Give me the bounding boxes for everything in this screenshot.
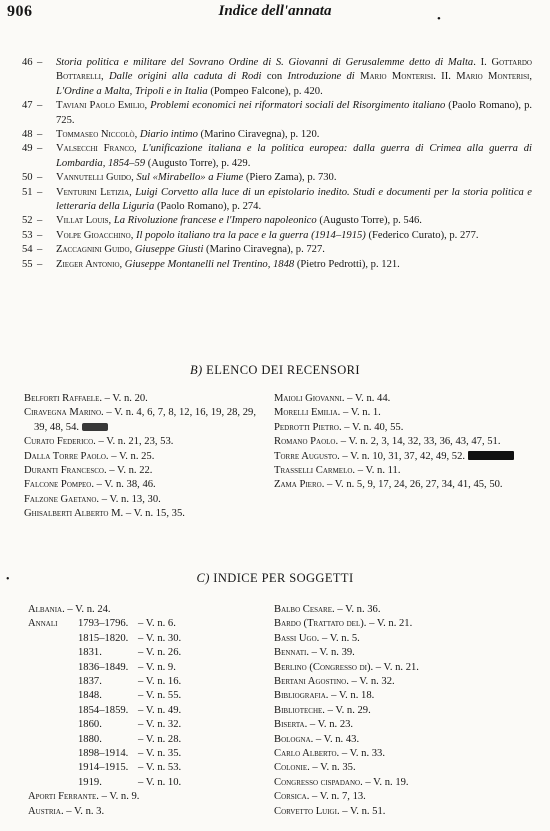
subject-subitem <box>28 704 258 718</box>
author-name: Volpe Gioacchino <box>56 229 131 241</box>
book-title: Luigi Corvetto alla luce di un epistolario inedito. Studi e documenti per la storia politica e letteraria della Liguria <box>56 186 532 213</box>
subject-item <box>28 617 258 631</box>
subject-name: Albania <box>28 604 63 615</box>
subject-name: Colonie <box>274 762 308 774</box>
author-name: Mario Monterisi <box>360 71 434 83</box>
subject-item <box>274 646 528 660</box>
reviewer-item <box>274 435 528 449</box>
subject-subitem <box>28 761 258 775</box>
reviewer-name: Dalla Torre Paolo <box>24 450 106 462</box>
subject-refs: . – V. n. 24. <box>62 604 111 615</box>
reviewer-refs: . – V. n. 5, 9, 17, 24, 26, 27, 34, 41, 45, 50. <box>321 479 503 491</box>
entry-text: , <box>108 215 114 227</box>
reviewer-name: Trasselli Carmelo <box>274 465 353 477</box>
author-name: Valsecchi Franco <box>56 143 135 155</box>
subject-item <box>28 790 258 804</box>
subject-item <box>274 661 528 675</box>
subject-item <box>274 718 528 732</box>
author-name: Venturini Letizia <box>56 186 130 198</box>
reviewer-refs: . – V. n. 44. <box>341 393 391 404</box>
soggetti-heading: C) INDICE PER SOGGETTI <box>196 571 354 585</box>
review-entry <box>22 128 532 142</box>
subject-refs: . – V. n. 43. <box>310 733 360 745</box>
subject-refs: . – V. n. 19. <box>360 776 409 788</box>
entry-text: , <box>529 71 533 83</box>
subject-name: Bardo (Trattato del) <box>274 618 364 630</box>
subject-refs: . – V. n. 33. <box>336 748 385 760</box>
book-title: Storia politica e militare del Sovrano Ordine di S. Giovanni di Gerusalemme detto di Malta <box>56 57 474 68</box>
subject-refs: – V. n. 28. <box>138 733 182 745</box>
subject-name: Corsica <box>274 791 307 803</box>
reviewer-name: Morelli Emilia <box>274 407 338 419</box>
subject-years: 1837. <box>78 676 102 688</box>
subject-name: Austria <box>28 805 61 817</box>
running-title: Indice dell'annata <box>218 3 332 19</box>
subject-subitem <box>28 747 258 761</box>
review-entry <box>22 214 532 228</box>
entry-text: (Federico Curato), p. 277. <box>365 229 479 241</box>
subject-refs: – V. n. 32. <box>138 719 182 731</box>
subject-item <box>274 603 528 617</box>
reviewer-refs: . – V. n. 40, 55. <box>338 421 404 433</box>
subject-years: 1831. <box>78 647 102 659</box>
entry-text: , <box>134 129 140 141</box>
book-title: Il popolo italiano tra la pace e la guerra (1914–1915) <box>136 229 366 241</box>
review-entry <box>22 56 532 99</box>
book-title: Problemi economici nei riformatori sociali del Risorgimento italiano <box>150 100 446 112</box>
reviewer-name: Duranti Francesco <box>24 465 104 477</box>
entry-number: 54 – <box>22 243 46 257</box>
reviewer-item <box>24 406 256 435</box>
redaction-mark <box>468 451 514 460</box>
reviewer-item <box>274 406 528 420</box>
book-title: L'Ordine a Malta, Tripoli e in Italia <box>56 85 208 97</box>
subject-years: 1919. <box>78 776 102 788</box>
author-name: Zaccagnini Guido <box>56 244 130 256</box>
subject-years: 1793–1796. <box>78 618 129 630</box>
recensori-right-column <box>274 392 528 493</box>
subject-refs: . – V. n. 51. <box>336 805 386 817</box>
entry-number: 53 – <box>22 229 46 243</box>
entry-text: (Marino Ciravegna), p. 120. <box>197 129 320 141</box>
subject-refs: – V. n. 49. <box>138 704 182 716</box>
entry-number: 46 – <box>22 56 46 70</box>
subject-refs: . – V. n. 21. <box>370 661 419 673</box>
running-header <box>0 0 550 26</box>
reviewer-item <box>274 478 528 492</box>
subject-name: Aporti Ferrante <box>28 791 97 803</box>
subject-years: 1854–1859. <box>78 704 129 716</box>
entry-text: , <box>129 186 136 198</box>
subject-item <box>274 675 528 689</box>
print-speck: • <box>437 13 441 25</box>
entry-text: , <box>134 143 143 155</box>
subject-subitem <box>28 689 258 703</box>
reviewer-refs: . – V. n. 1. <box>337 407 381 419</box>
entry-number: 51 – <box>22 186 46 200</box>
subject-refs: – V. n. 53. <box>138 762 182 774</box>
subject-subitem <box>28 646 258 660</box>
subject-subitem <box>28 718 258 732</box>
review-entry <box>22 229 532 243</box>
book-title: Introduzione di <box>287 71 361 83</box>
subject-refs: . – V. n. 35. <box>307 762 356 774</box>
entry-text: (Pompeo Falcone), p. 420. <box>207 85 323 97</box>
review-entry <box>22 186 532 215</box>
reviewer-name: Torre Augusto <box>274 450 338 462</box>
soggetti-right-column <box>274 603 528 819</box>
reviewer-refs: . – V. n. 38, 46. <box>91 479 156 491</box>
review-entry <box>22 171 532 185</box>
reviewer-name: Belforti Raffaele <box>24 393 100 404</box>
subject-refs: . – V. n. 29. <box>322 704 371 716</box>
entry-number: 47 – <box>22 99 46 113</box>
subject-item <box>274 632 528 646</box>
book-title: Sul «Mirabello» a Fiume <box>136 172 244 184</box>
subject-name: Corvetto Luigi <box>274 805 337 817</box>
subject-subitem <box>28 776 258 790</box>
soggetti-left-column <box>28 603 258 819</box>
subject-years: 1914–1915. <box>78 762 129 774</box>
subject-years: 1848. <box>78 690 102 702</box>
subject-name: Bologna <box>274 733 311 745</box>
reviewer-name: Romano Paolo <box>274 436 336 448</box>
subject-refs: – V. n. 6. <box>138 618 176 630</box>
book-title: L'unificazione italiana e la politica europea: dalla guerra di Crimea alla guerra di Lombardia, 1854–59 <box>56 143 532 169</box>
subject-item <box>28 805 258 819</box>
entry-number: 50 – <box>22 171 46 185</box>
author-name: Zieger Antonio <box>56 258 120 270</box>
author-name: Villat Louis <box>56 215 109 227</box>
reviewer-name: Falzone Gaetano <box>24 493 97 505</box>
subject-item <box>274 747 528 761</box>
subject-years: 1836–1849. <box>78 661 129 673</box>
reviewer-name: Ghisalberti Alberto M <box>24 508 121 520</box>
author-name: Vannutelli Guido <box>56 172 132 184</box>
subject-item <box>274 776 528 790</box>
reviewer-item <box>274 450 528 464</box>
subject-subitem <box>28 675 258 689</box>
subject-name: Bennati <box>274 647 307 659</box>
reviewer-refs: . – V. n. 13, 30. <box>96 493 161 505</box>
entry-text: con <box>261 71 288 83</box>
reviewer-refs: . – V. n. 2, 3, 14, 32, 33, 36, 43, 47, 51. <box>335 436 501 448</box>
recensori-left-column <box>24 392 256 522</box>
reviewer-name: Curato Federico <box>24 436 94 448</box>
subject-item <box>274 689 528 703</box>
book-title: Dalle origini alla caduta di Rodi <box>108 71 262 83</box>
entry-text: . I. <box>473 57 492 68</box>
subject-refs: – V. n. 55. <box>138 690 182 702</box>
subject-name: Bertani Agostino <box>274 676 347 688</box>
reviewer-item <box>24 392 256 406</box>
subject-years: 1880. <box>78 733 102 745</box>
reviewer-item <box>274 392 528 406</box>
subject-subitem <box>28 661 258 675</box>
author-name: Tommaseo Niccolò <box>56 129 135 141</box>
entry-text: (Paolo Romano), p. 274. <box>154 201 262 213</box>
page-number: 906 <box>7 3 33 20</box>
reviewer-item <box>24 435 256 449</box>
reviewer-refs: . – V. n. 15, 35. <box>120 508 185 520</box>
subject-name: Bibliografia <box>274 690 326 702</box>
subject-refs: . – V. n. 32. <box>346 676 395 688</box>
subject-refs: – V. n. 26. <box>138 647 182 659</box>
reviewer-refs: . – V. n. 22. <box>103 465 153 477</box>
subject-refs: . – V. n. 3. <box>60 805 105 817</box>
review-entry <box>22 99 532 128</box>
reviewer-item <box>24 464 256 478</box>
entry-number: 52 – <box>22 214 46 228</box>
entry-text: , <box>144 100 151 112</box>
reviewer-refs: . – V. n. 20. <box>99 393 148 404</box>
entry-number: 48 – <box>22 128 46 142</box>
subject-name: Biblioteche <box>274 704 323 716</box>
reviewer-refs: . – V. n. 21, 23, 53. <box>93 436 174 448</box>
subject-name: Biserta <box>274 719 305 731</box>
reviewer-name: Zama Piero <box>274 479 322 491</box>
reviewer-refs: . – V. n. 4, 6, 7, 8, 12, 16, 19, 28, 29, 39, 48, 54. <box>34 407 256 433</box>
entry-text: , <box>129 244 135 256</box>
subject-refs: . – V. n. 7, 13. <box>306 791 366 803</box>
subject-item <box>274 761 528 775</box>
subject-years: 1898–1914. <box>78 748 129 760</box>
review-entries-list <box>22 56 532 272</box>
reviewer-item <box>24 493 256 507</box>
subject-years: 1815–1820. <box>78 632 129 644</box>
reviewer-refs: . – V. n. 11. <box>352 465 401 477</box>
review-entry <box>22 243 532 257</box>
entry-text: , <box>101 71 109 83</box>
ink-smudge <box>82 423 108 431</box>
entry-text: , <box>130 229 137 241</box>
subject-name: Carlo Alberto <box>274 748 337 760</box>
subject-refs: . – V. n. 21. <box>363 618 413 630</box>
margin-bullet: • <box>6 574 10 585</box>
reviewer-name: Falcone Pompeo <box>24 479 92 491</box>
subject-refs: – V. n. 9. <box>138 661 176 673</box>
subject-refs: . – V. n. 23. <box>304 719 354 731</box>
subject-name: Bassi Ugo <box>274 632 317 644</box>
subject-item <box>274 805 528 819</box>
subject-name: Balbo Cesare <box>274 604 333 615</box>
book-title: La Rivoluzione francese e l'Impero napoleonico <box>113 215 317 227</box>
reviewer-name: Maioli Giovanni <box>274 393 342 404</box>
subject-refs: – V. n. 30. <box>138 632 182 644</box>
entry-text: , <box>119 258 125 270</box>
entry-text: (Piero Zama), p. 730. <box>243 172 337 184</box>
subject-refs: . – V. n. 9. <box>96 791 140 803</box>
subject-name: Congresso cispadano <box>274 776 361 788</box>
subject-refs: . – V. n. 5. <box>316 632 360 644</box>
subject-subitem <box>28 632 258 646</box>
subject-refs: . – V. n. 18. <box>325 690 375 702</box>
reviewer-name: Ciravegna Marino <box>24 407 101 419</box>
entry-text: (Augusto Torre), p. 546. <box>316 215 422 227</box>
reviewer-item <box>24 507 256 521</box>
recensori-heading: B) ELENCO DEI RECENSORI <box>190 363 360 377</box>
reviewer-name: Pedrotti Pietro <box>274 421 339 433</box>
subject-years: 1860. <box>78 719 102 731</box>
author-name: Taviani Paolo Emilio <box>56 100 145 112</box>
entry-text: (Augusto Torre), p. 429. <box>145 157 251 169</box>
subject-item <box>274 617 528 631</box>
book-title: Giuseppe Montanelli nel Trentino, 1848 <box>124 258 295 270</box>
entry-text: . II. <box>433 71 457 83</box>
subject-name: Berlino (Congresso di) <box>274 661 371 673</box>
entry-text: (Marino Ciravegna), p. 727. <box>203 244 325 256</box>
reviewer-item <box>24 450 256 464</box>
subject-refs: – V. n. 10. <box>138 776 182 788</box>
subject-item <box>28 603 258 617</box>
entry-text: (Paolo Romano), p. 725. <box>56 100 533 126</box>
entry-number: 55 – <box>22 258 46 272</box>
subject-refs: – V. n. 35. <box>138 748 182 760</box>
reviewer-refs: . – V. n. 10, 31, 37, 42, 49, 52. <box>337 450 466 462</box>
subject-refs: . – V. n. 36. <box>332 604 381 615</box>
subject-item <box>274 790 528 804</box>
entry-text: (Pietro Pedrotti), p. 121. <box>294 258 400 270</box>
entry-number: 49 – <box>22 142 46 156</box>
entry-text: , <box>131 172 137 184</box>
reviewer-refs: . – V. n. 25. <box>105 450 155 462</box>
reviewer-item <box>24 478 256 492</box>
subject-name: Annali <box>28 618 58 630</box>
book-title: Giuseppe Giusti <box>134 244 204 256</box>
subject-refs: – V. n. 16. <box>138 676 182 688</box>
author-name: Mario Monterisi <box>456 71 530 83</box>
subject-item <box>274 704 528 718</box>
subject-item <box>274 733 528 747</box>
review-entry <box>22 142 532 171</box>
reviewer-item <box>274 464 528 478</box>
book-title: Diario intimo <box>139 129 198 141</box>
author-name: Gottardo Bottarelli <box>56 57 532 83</box>
subject-subitem <box>28 733 258 747</box>
reviewer-item <box>274 421 528 435</box>
review-entry <box>22 258 532 272</box>
subject-refs: . – V. n. 39. <box>306 647 355 659</box>
